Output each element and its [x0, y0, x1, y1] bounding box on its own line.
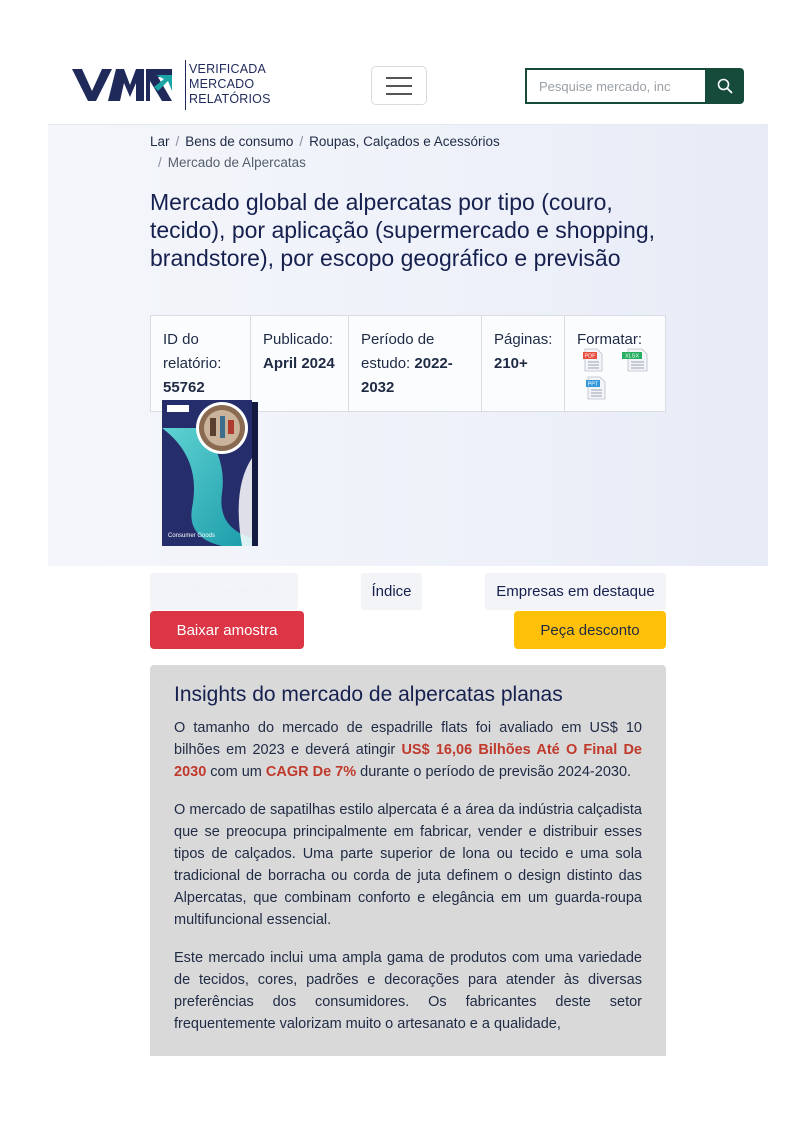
report-cover-image	[162, 398, 260, 548]
tab-executive-summary[interactable]: Sumário executivo	[150, 573, 298, 610]
published-label: Publicado:	[263, 331, 334, 348]
download-sample-button[interactable]: Baixar amostra	[150, 611, 304, 649]
breadcrumb-clothing[interactable]: Roupas, Calçados e Acessórios	[309, 134, 500, 149]
report-id-label: ID do relatório:	[163, 331, 222, 372]
breadcrumb-consumer-goods[interactable]: Bens de consumo	[185, 134, 294, 149]
ask-discount-button[interactable]: Peça desconto	[514, 611, 666, 649]
search-button[interactable]	[705, 68, 744, 104]
search-icon	[717, 78, 733, 94]
vmr-logo-icon	[72, 67, 178, 103]
pdf-file-icon[interactable]	[582, 348, 604, 372]
logo-line-3: RELATÓRIOS	[189, 92, 271, 106]
hamburger-line	[386, 85, 412, 87]
site-logo[interactable]	[72, 58, 272, 112]
tab-index[interactable]: Índice	[361, 573, 422, 610]
insights-paragraph-1	[174, 717, 642, 783]
logo-divider	[185, 60, 186, 110]
insights-market-size-highlight: US$ 16,06 Bilhões Até O Final De 2030	[174, 742, 642, 780]
study-period-label: Período de estudo:	[361, 331, 435, 372]
insights-paragraph-3: Este mercado inclui uma ampla gama de produtos com uma variedade de tecidos, cores, padrões e decorações para atender às diversas preferências dos consumidores. Os fabricantes deste setor frequentemente valorizam muito o artesanato e a qualidade,	[174, 950, 642, 1032]
published-value: April 2024	[263, 355, 335, 372]
insights-p1-text-a: O tamanho do mercado de espadrille flats foi avaliado em US$ 10 bilhões em 2023 e deverá atingir	[174, 720, 642, 758]
breadcrumb-current: Mercado de Alpercatas	[167, 155, 306, 170]
format-label: Formatar:	[577, 331, 643, 348]
breadcrumb	[150, 131, 670, 173]
hamburger-line	[386, 93, 412, 95]
xlsx-icon-label: XLSX	[624, 353, 640, 360]
logo-line-2: MERCADO	[189, 77, 255, 91]
insights-paragraph-2: O mercado de sapatilhas estilo alpercata é a área da indústria calçadista que se preocupa principalmente em fabricar, vender e distribuir esses tipos de calçados. Uma parte superior de lona ou tecido e uma sola tradicional de borracha ou corda de juta definem o design distinto das Alpercatas, que combinam conforto e elegância em um guarda-roupa multifuncional essencial.	[174, 802, 642, 928]
insights-heading: Insights do mercado de alpercatas planas	[174, 683, 563, 706]
pages-cell	[482, 316, 565, 411]
menu-toggle-button[interactable]	[371, 66, 427, 105]
pages-label: Páginas:	[494, 331, 553, 348]
insights-p1-text-b: com um	[206, 764, 266, 780]
logo-line-1: VERIFICADA	[189, 62, 267, 76]
study-period-value: 2022-2032	[361, 355, 453, 396]
breadcrumb-separator: /	[175, 134, 180, 149]
search-bar	[525, 68, 745, 104]
market-insights-section	[150, 665, 666, 1056]
hamburger-line	[386, 77, 412, 79]
study-period-cell	[349, 316, 482, 411]
pages-value: 210+	[494, 355, 528, 372]
ppt-file-icon[interactable]	[585, 376, 607, 400]
report-id-cell	[151, 316, 251, 411]
breadcrumb-separator: /	[299, 134, 304, 149]
page-title: Mercado global de alpercatas por tipo (couro, tecido), por aplicação (supermercado e shopping, brandstore), por escopo geográfico e previsão	[150, 189, 656, 271]
format-cell	[565, 316, 665, 411]
logo-text	[189, 62, 271, 107]
published-cell	[251, 316, 349, 411]
pdf-icon-label: PDF	[584, 353, 596, 360]
search-input[interactable]	[525, 68, 705, 104]
insights-p1-text-c: durante o período de previsão 2024-2030.	[356, 764, 632, 780]
xlsx-file-icon[interactable]	[622, 348, 650, 372]
cover-category-text: Consumer Goods	[168, 533, 216, 539]
breadcrumb-separator: /	[158, 155, 162, 170]
report-id-value: 55762	[163, 379, 205, 396]
insights-cagr-highlight: CAGR De 7%	[265, 764, 357, 780]
ppt-icon-label: PPT	[587, 381, 599, 388]
tab-featured-companies[interactable]: Empresas em destaque	[485, 573, 666, 610]
breadcrumb-home[interactable]: Lar	[150, 134, 170, 149]
